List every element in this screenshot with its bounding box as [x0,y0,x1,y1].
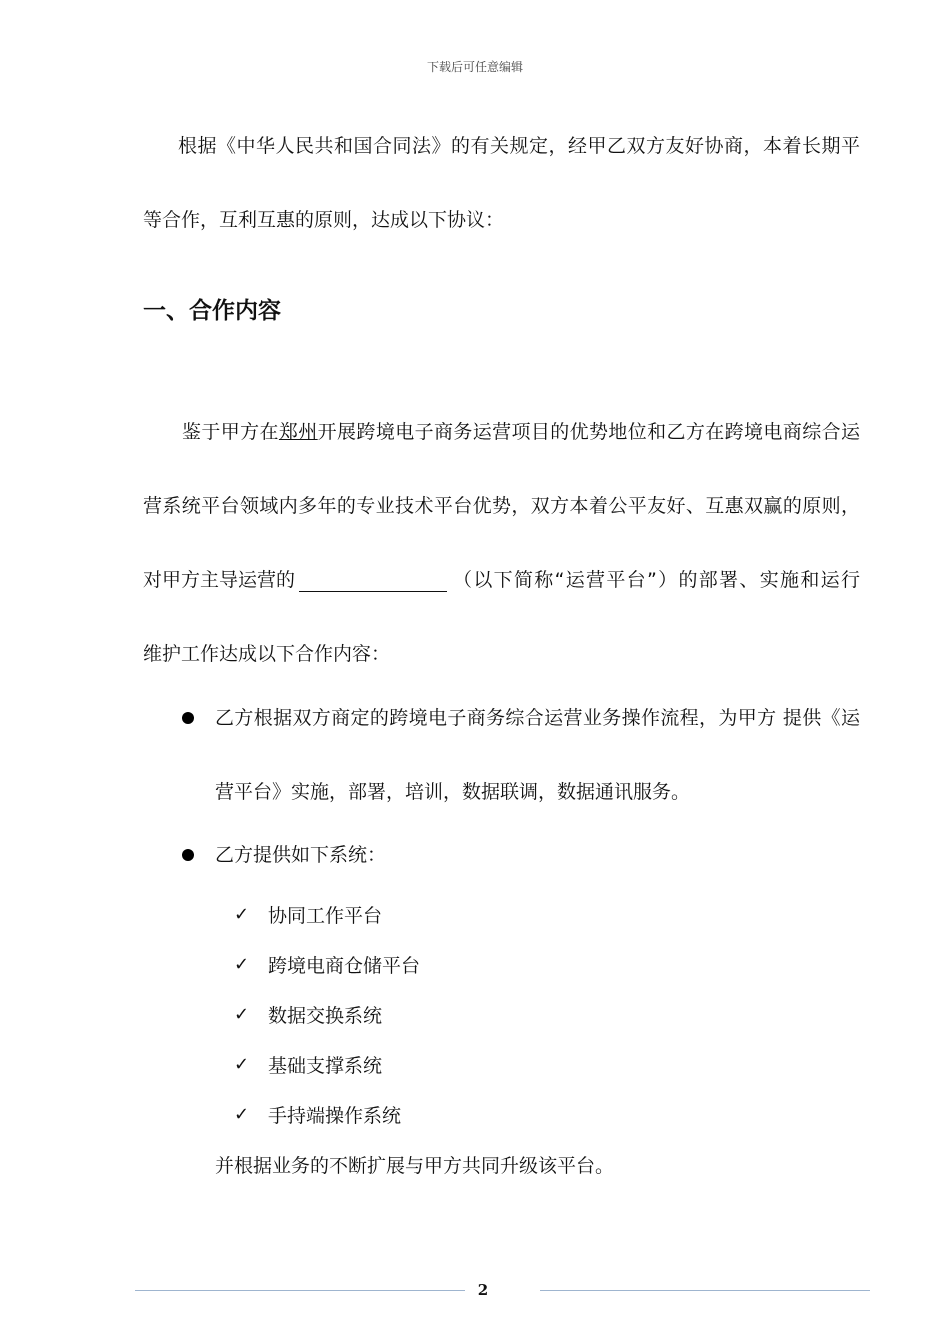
para1-line-1-pre: 鉴于甲方在 [182,421,279,443]
system-item: 协同工作平台 [268,905,383,927]
para1-line-2: 营系统平台领域内多年的专业技术平台优势，双方本着公平友好、互惠双赢的原则， [143,495,860,517]
para1-line-3 [143,568,860,592]
para1-line-1 [182,420,860,444]
para1-line-3-pre: 对甲方主导运营的 [143,569,296,591]
bullet1-line-2: 营平台》实施，部署，培训，数据联调，数据通讯服务。 [215,781,691,803]
para1-line-3-post: （以下简称“运营平台”）的部署、实施和运行 [453,569,860,591]
checkmark-icon: ✓ [234,954,250,975]
intro-line-2: 等合作，互利互惠的原则，达成以下协议： [143,209,505,231]
city-name: 郑州 [278,421,318,443]
system-item: 跨境电商仓储平台 [268,955,421,977]
bullet2-line-1: 乙方提供如下系统： [215,844,387,866]
checkmark-icon: ✓ [234,904,250,925]
closing-line: 并根据业务的不断扩展与甲方共同升级该平台。 [215,1155,615,1177]
system-item: 数据交换系统 [268,1005,383,1027]
checkmark-icon: ✓ [234,1004,250,1025]
header-watermark: 下载后可任意编辑 [426,60,523,74]
page-number: 2 [477,1281,489,1299]
bullet-icon [182,712,194,724]
para1-line-1-post: 开展跨境电子商务运营项目的优势地位和乙方在跨境电商综合运 [317,421,860,443]
intro-line-1: 根据《中华人民共和国合同法》的有关规定，经甲乙双方友好协商，本着长期平 [178,135,860,157]
system-item: 手持端操作系统 [268,1105,402,1127]
checkmark-icon: ✓ [234,1054,250,1075]
bullet1-line-1: 乙方根据双方商定的跨境电子商务综合运营业务操作流程，为甲方 提供《运 [215,707,860,729]
para1-line-4: 维护工作达成以下合作内容： [143,643,391,665]
system-item: 基础支撑系统 [268,1055,383,1077]
checkmark-icon: ✓ [234,1104,250,1125]
blank-fill-line [299,573,447,592]
section-heading: 一、合作内容 [143,298,281,324]
bullet-icon [182,849,194,861]
footer-divider-right [540,1290,870,1291]
footer-divider-left [135,1290,465,1291]
